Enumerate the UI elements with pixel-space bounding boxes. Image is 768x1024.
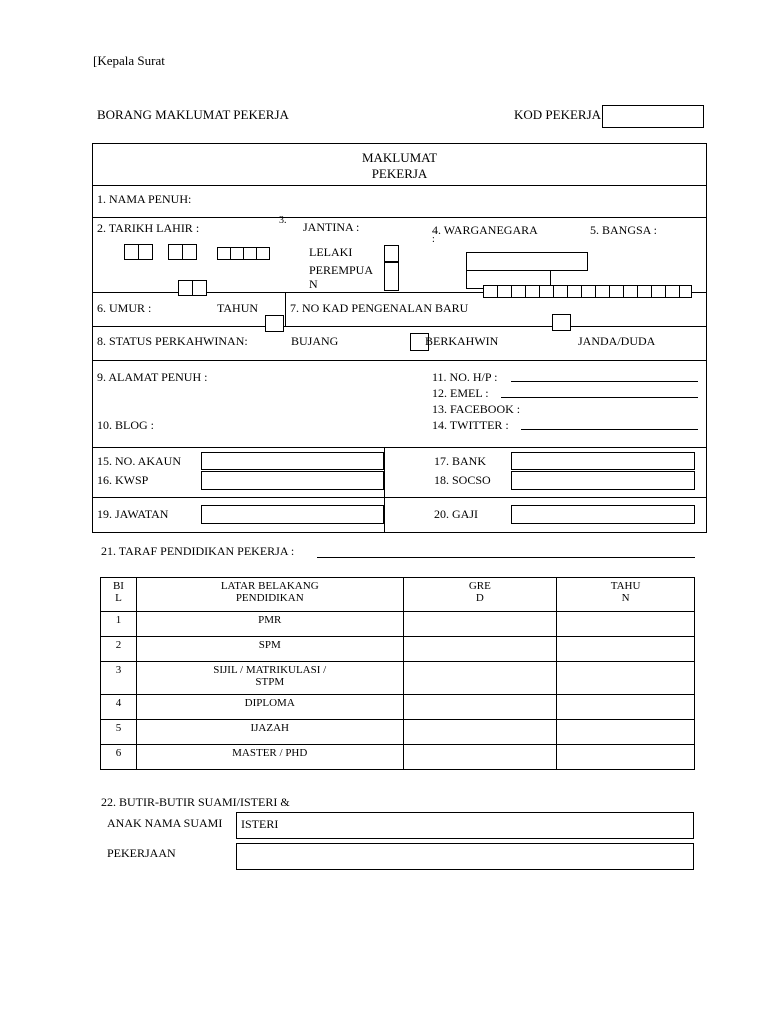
header-gred-text: GRE D xyxy=(468,580,491,605)
row-divider xyxy=(92,360,707,361)
gred-cell[interactable] xyxy=(403,612,557,637)
hp-label: 11. NO. H/P : xyxy=(432,370,498,384)
ic-digit-box[interactable] xyxy=(595,285,610,298)
table-row xyxy=(101,662,695,695)
socso-label: 18. SOCSO xyxy=(434,473,491,487)
row-level: MASTER / PHD xyxy=(136,745,403,770)
ic-digit-box[interactable] xyxy=(497,285,512,298)
row-divider xyxy=(92,217,707,218)
ic-digit-box[interactable] xyxy=(623,285,638,298)
row-level: SPM xyxy=(136,637,403,662)
nama-suami-value: ISTERI xyxy=(241,817,279,831)
tarikh-lahir-label: 2. TARIKH LAHIR : xyxy=(97,221,200,235)
row-level xyxy=(136,662,403,695)
header-latar-text: LATAR BELAKANG PENDIDIKAN xyxy=(220,580,319,605)
jantina-number: 3. xyxy=(279,215,287,226)
row-divider xyxy=(92,185,707,186)
ic-digit-box[interactable] xyxy=(665,285,680,298)
row-number: 2 xyxy=(101,637,137,662)
bank-field[interactable] xyxy=(511,452,695,470)
tahun-cell[interactable] xyxy=(557,612,695,637)
kod-pekerja-label: KOD PEKERJA xyxy=(514,107,602,122)
ic-digit-box[interactable] xyxy=(679,285,692,298)
jantina-option-lelaki: LELAKI xyxy=(309,245,353,259)
ic-digit-box[interactable] xyxy=(651,285,666,298)
row-number: 1 xyxy=(101,612,137,637)
umur-box[interactable] xyxy=(192,280,207,296)
month-box[interactable] xyxy=(182,244,197,260)
bank-label: 17. BANK xyxy=(434,454,487,468)
status-berkahwin: BERKAHWIN xyxy=(425,334,499,348)
tahun-cell[interactable] xyxy=(557,637,695,662)
status-label: 8. STATUS PERKAHWINAN: xyxy=(97,334,248,348)
emel-label: 12. EMEL : xyxy=(432,386,489,400)
header-bil xyxy=(101,578,137,612)
ic-digit-box[interactable] xyxy=(609,285,624,298)
kwsp-label: 16. KWSP xyxy=(97,473,149,487)
kwsp-field[interactable] xyxy=(201,471,384,490)
kod-pekerja-field[interactable] xyxy=(602,105,704,128)
table-row xyxy=(101,637,695,662)
gred-cell[interactable] xyxy=(403,662,557,695)
row-level-text: SIJIL / MATRIKULASI / STPM xyxy=(213,664,327,689)
header-gred xyxy=(403,578,557,612)
ic-digit-box[interactable] xyxy=(539,285,554,298)
tahun-field[interactable] xyxy=(265,315,284,332)
umur-box[interactable] xyxy=(178,280,193,296)
nama-suami-field[interactable] xyxy=(236,812,694,839)
tahun-cell[interactable] xyxy=(557,695,695,720)
akaun-label: 15. NO. AKAUN xyxy=(97,454,181,468)
socso-field[interactable] xyxy=(511,471,695,490)
tahun-cell[interactable] xyxy=(557,720,695,745)
row-level: DIPLOMA xyxy=(136,695,403,720)
year-box[interactable] xyxy=(256,247,270,260)
tahun-cell[interactable] xyxy=(557,662,695,695)
header-latar-belakang xyxy=(136,578,403,612)
suami-isteri-label: 22. BUTIR-BUTIR SUAMI/ISTERI & xyxy=(101,795,290,809)
ic-digit-box[interactable] xyxy=(637,285,652,298)
jantina-option-perempuan-cont: N xyxy=(309,277,318,291)
day-box[interactable] xyxy=(138,244,153,260)
row-number: 5 xyxy=(101,720,137,745)
facebook-label: 13. FACEBOOK : xyxy=(432,402,521,416)
alamat-label: 9. ALAMAT PENUH : xyxy=(97,370,208,384)
row-divider xyxy=(92,447,707,448)
column-divider xyxy=(285,292,286,326)
section-title: MAKLUMAT xyxy=(361,150,438,165)
row-divider xyxy=(92,497,707,498)
table-row xyxy=(101,720,695,745)
year-box[interactable] xyxy=(217,247,231,260)
header-tahun xyxy=(557,578,695,612)
letterhead: [Kepala Surat xyxy=(93,53,165,68)
emel-line[interactable] xyxy=(501,397,698,398)
status-janda-duda: JANDA/DUDA xyxy=(578,334,656,348)
akaun-field[interactable] xyxy=(201,452,384,470)
gaji-label: 20. GAJI xyxy=(434,507,478,521)
row-level: PMR xyxy=(136,612,403,637)
pekerjaan-field[interactable] xyxy=(236,843,694,870)
pendidikan-line[interactable] xyxy=(317,557,695,558)
header-bil-text: BI L xyxy=(112,580,124,605)
nama-penuh-label: 1. NAMA PENUH: xyxy=(97,192,192,206)
perempuan-checkbox[interactable] xyxy=(384,262,399,291)
ic-extra-box[interactable] xyxy=(552,314,571,331)
year-box[interactable] xyxy=(230,247,244,260)
gaji-field[interactable] xyxy=(511,505,695,524)
gred-cell[interactable] xyxy=(403,745,557,770)
ic-digit-box[interactable] xyxy=(581,285,596,298)
bangsa-label: 5. BANGSA : xyxy=(590,223,658,237)
pekerjaan-label: PEKERJAAN xyxy=(107,846,176,860)
jantina-label: JANTINA : xyxy=(303,220,360,234)
anak-nama-label: ANAK NAMA SUAMI xyxy=(107,816,223,830)
ic-digit-box[interactable] xyxy=(567,285,582,298)
header-tahun-text: TAHU N xyxy=(610,580,641,605)
day-box[interactable] xyxy=(124,244,139,260)
no-kad-label: 7. NO KAD PENGENALAN BARU xyxy=(290,301,469,315)
ic-digit-box[interactable] xyxy=(483,285,498,298)
form-title: BORANG MAKLUMAT PEKERJA xyxy=(97,107,289,122)
warganegara-label: 4. WARGANEGARA xyxy=(432,223,538,237)
umur-label: 6. UMUR : xyxy=(97,301,152,315)
table-row xyxy=(101,745,695,770)
ic-digit-box[interactable] xyxy=(525,285,540,298)
gred-cell[interactable] xyxy=(403,637,557,662)
blog-label: 10. BLOG : xyxy=(97,418,154,432)
twitter-line[interactable] xyxy=(521,429,698,430)
lelaki-checkbox[interactable] xyxy=(384,245,399,262)
gred-cell[interactable] xyxy=(403,720,557,745)
education-table xyxy=(100,577,695,770)
jawatan-label: 19. JAWATAN xyxy=(97,507,169,521)
warganegara-colon: : xyxy=(432,234,435,245)
jawatan-field[interactable] xyxy=(201,505,384,524)
row-number: 3 xyxy=(101,662,137,695)
table-row xyxy=(101,695,695,720)
pendidikan-label: 21. TARAF PENDIDIKAN PEKERJA : xyxy=(101,544,295,558)
twitter-label: 14. TWITTER : xyxy=(432,418,509,432)
row-level: IJAZAH xyxy=(136,720,403,745)
ic-digit-box[interactable] xyxy=(511,285,526,298)
umur-unit: TAHUN xyxy=(217,301,259,315)
row-divider xyxy=(92,326,707,327)
section-subtitle: PEKERJA xyxy=(371,166,428,181)
column-divider xyxy=(384,447,385,533)
row-number: 4 xyxy=(101,695,137,720)
gred-cell[interactable] xyxy=(403,695,557,720)
month-box[interactable] xyxy=(168,244,183,260)
row-number: 6 xyxy=(101,745,137,770)
ic-digit-box[interactable] xyxy=(553,285,568,298)
year-box[interactable] xyxy=(243,247,257,260)
tahun-cell[interactable] xyxy=(557,745,695,770)
warganegara-field[interactable] xyxy=(466,252,588,271)
status-bujang: BUJANG xyxy=(291,334,339,348)
hp-line[interactable] xyxy=(511,381,698,382)
jantina-option-perempuan: PEREMPUA xyxy=(309,263,374,277)
table-row xyxy=(101,612,695,637)
